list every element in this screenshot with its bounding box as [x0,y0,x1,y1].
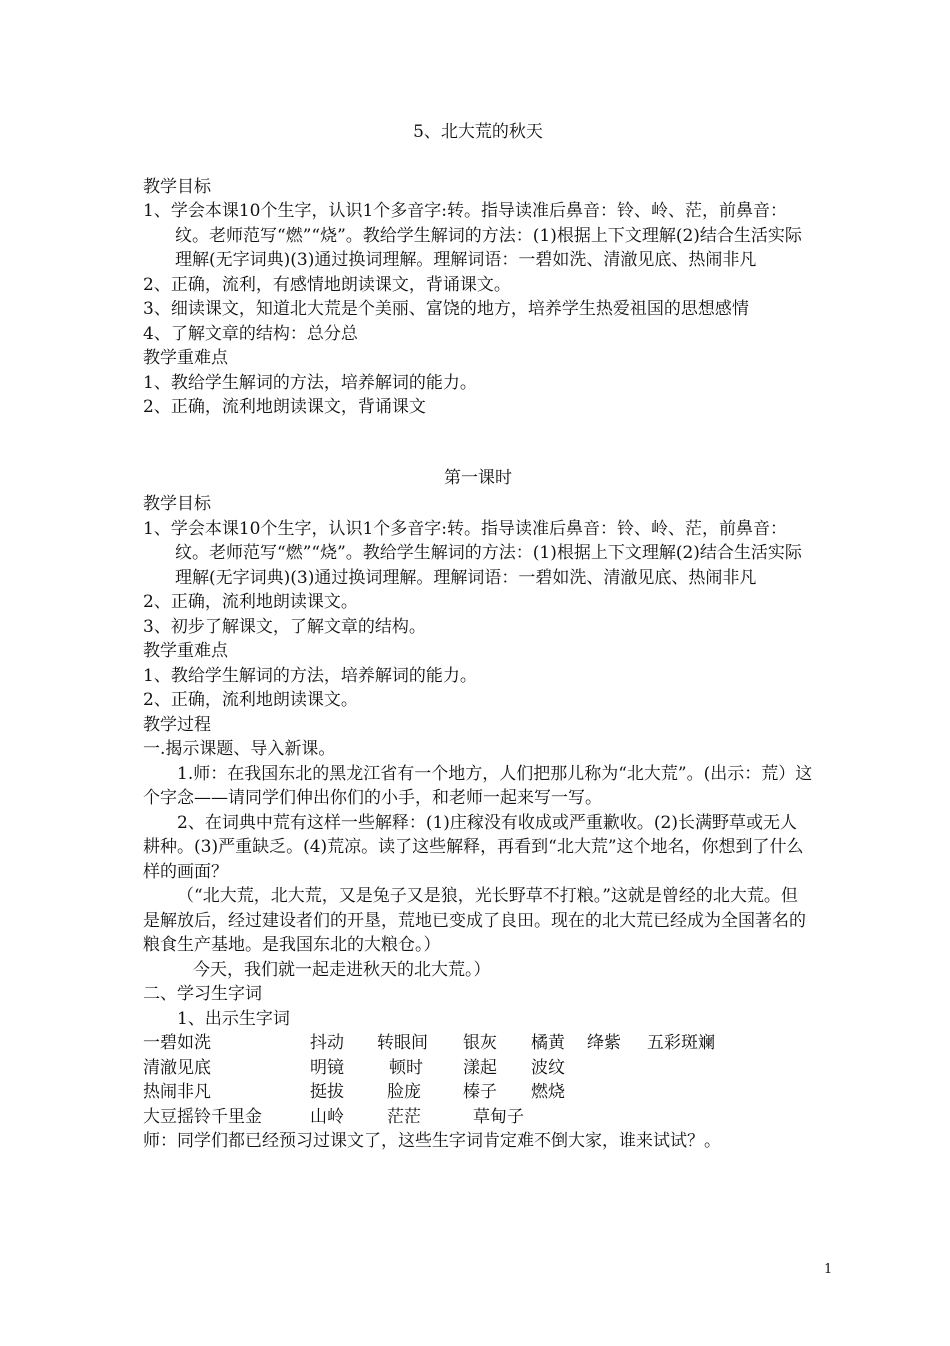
lesson1-focus-item: 2、正确，流利地朗读课文。 [143,690,358,710]
goal-item: 3、细读课文，知道北大荒是个美丽、富饶的地方，培养学生热爱祖国的思想感情 [143,299,749,319]
vocab-word: 橘黄 [531,1033,565,1053]
step1-heading: 一.揭示课题、导入新课。 [143,739,336,759]
step1-paragraph: 2、在词典中荒有这样一些解释：(1)庄稼没有收成或严重歉收。(2)长满野草或无人耕种。(3)严重缺乏。(4)荒凉。读了这些解释，再看到“北大荒”这个地名，你想到了什么样的画面？ [143,812,804,882]
lesson1-goal-item: 2、正确，流利地朗读课文。 [143,592,358,612]
step1-paragraph: 1.师：在我国东北的黑龙江省有一个地方，人们把那儿称为“北大荒”。(出示：荒）这个字念——请同学们伸出你们的小手，和老师一起来写一写。 [143,763,813,808]
vocab-word: 顿时 [389,1057,423,1078]
vocab-word: 波纹 [531,1057,565,1078]
lesson1-focus-heading: 教学重难点 [143,641,228,661]
goal-item: 4、了解文章的结构：总分总 [143,323,358,344]
vocab-row [143,1031,813,1056]
goal-item: 2、正确，流利，有感情地朗读课文，背诵课文。 [143,274,511,295]
vocab-word: 清澈见底 [143,1057,211,1078]
vocab-word: 一碧如洗 [143,1033,211,1053]
vocab-row [143,1056,813,1081]
focus-item: 2、正确，流利地朗读课文，背诵课文 [143,397,426,417]
vocab-word: 草甸子 [473,1106,524,1127]
document-body [143,120,813,1154]
vocab-word: 茫茫 [387,1106,421,1127]
step1-closing: 今天，我们就一起走进秋天的北大荒。） [193,959,491,980]
goals-heading: 教学目标 [143,176,211,197]
lesson1-goal-item: 1、学会本课10个生字，认识1个多音字:转。指导读准后鼻音：铃、岭、茫，前鼻音：纹。老师范写“燃”“烧”。教给学生解词的方法：(1)根据上下文理解(2)结合生活实际理解(无字词典)(3)通过换词理解。理解词语：一碧如洗、清澈见底、热闹非凡 [143,518,802,588]
vocab-word: 漾起 [463,1057,497,1078]
vocab-word: 热闹非凡 [143,1082,211,1102]
step1-paragraph: （“北大荒，北大荒，又是兔子又是狼，光长野草不打粮。”这就是曾经的北大荒。但是解放后，经过建设者们的开垦，荒地已变成了良田。现在的北大荒已经成为全国著名的粮食生产基地。是我国东北的大粮仓。） [143,886,806,955]
goal-item: 1、学会本课10个生字，认识1个多音字:转。指导读准后鼻音：铃、岭、茫，前鼻音：纹。老师范写“燃”“烧”。教给学生解词的方法：(1)根据上下文理解(2)结合生活实际理解(无字词典)(3)通过换词理解。理解词语：一碧如洗、清澈见底、热闹非凡 [143,201,802,270]
lesson1-goals-heading: 教学目标 [143,494,211,514]
vocab-word: 抖动 [310,1033,344,1053]
vocab-word: 山岭 [310,1106,344,1127]
vocab-word: 转眼间 [377,1033,428,1053]
vocab-word: 明镜 [310,1057,344,1078]
focus-heading: 教学重难点 [143,348,228,368]
page-number: 1 [824,1262,833,1277]
vocab-word: 大豆摇铃千里金 [143,1106,262,1127]
vocab-word: 五彩斑斓 [647,1033,715,1053]
lesson-title: 5、北大荒的秋天 [413,122,543,142]
process-heading: 教学过程 [143,714,211,735]
vocab-row [143,1105,813,1130]
vocab-word: 燃烧 [531,1082,565,1102]
focus-item: 1、教给学生解词的方法，培养解词的能力。 [143,372,477,393]
vocab-word: 挺拔 [310,1082,344,1102]
step2-subheading: 1、出示生字词 [177,1008,290,1029]
vocab-word: 绛紫 [587,1033,621,1053]
lesson1-goal-item: 3、初步了解课文，了解文章的结构。 [143,616,426,637]
teacher-line: 师：同学们都已经预习过课文了，这些生字词肯定难不倒大家，谁来试试？。 [143,1131,721,1151]
section-title-lesson1: 第一课时 [444,467,512,488]
vocab-table [143,1031,813,1129]
vocab-row [143,1080,813,1105]
step2-heading: 二、学习生字词 [143,984,262,1004]
vocab-word: 银灰 [463,1033,497,1053]
vocab-word: 脸庞 [387,1082,421,1102]
lesson1-focus-item: 1、教给学生解词的方法，培养解词的能力。 [143,665,477,686]
vocab-word: 榛子 [463,1082,497,1102]
